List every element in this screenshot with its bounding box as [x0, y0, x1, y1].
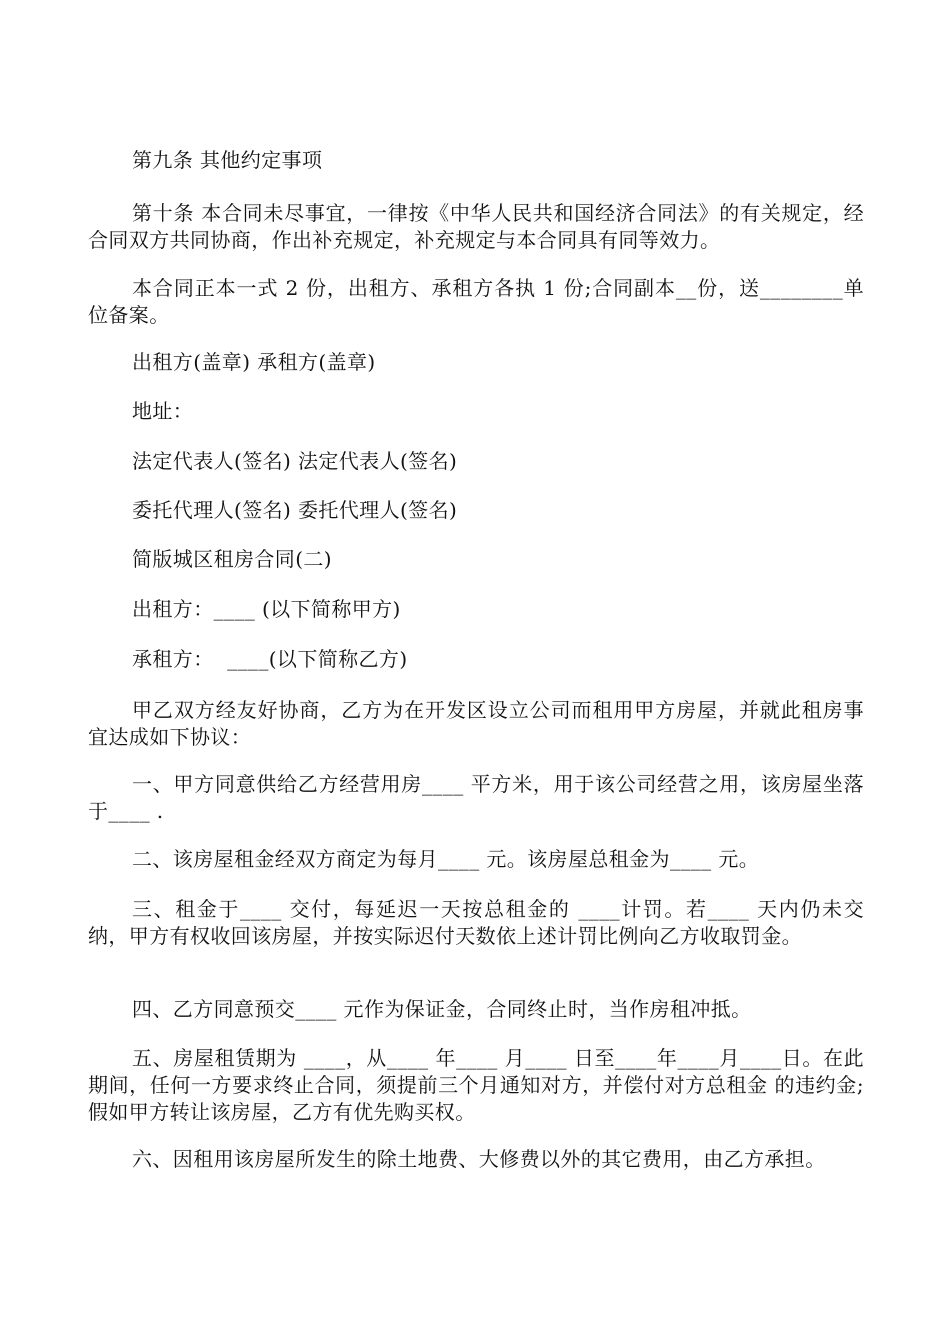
clause-4-paragraph: 四、乙方同意预交____ 元作为保证金，合同终止时，当作房租冲抵。 — [132, 997, 752, 1021]
clause-6-paragraph: 六、因租用该房屋所发生的除土地费、大修费以外的其它费用，由乙方承担。 — [132, 1147, 826, 1171]
contract-title-2: 简版城区租房合同(二) — [132, 547, 333, 571]
agreement-intro-paragraph: 甲乙双方经友好协商，乙方为在开发区设立公司而租用甲方房屋，并就此租房事宜达成如下协议： — [88, 698, 864, 749]
clause-5-paragraph: 五、房屋租赁期为 ____，从____ 年____ 月____ 日至____年____月____日。在此期间，任何一方要求终止合同，须提前三个月通知对方，并偿付对方总租金 的违约金;假如甲方转让该房屋，乙方有优先购买权。 — [88, 1046, 864, 1124]
document-page — [88, 0, 864, 1344]
clause-2-paragraph: 二、该房屋租金经双方商定为每月____ 元。该房屋总租金为____ 元。 — [132, 847, 760, 871]
authorized-agent-line: 委托代理人(签名) 委托代理人(签名) — [132, 498, 458, 522]
legal-representative-line: 法定代表人(签名) 法定代表人(签名) — [132, 449, 458, 473]
article-10-paragraph: 第十条 本合同未尽事宜，一律按《中华人民共和国经济合同法》的有关规定，经合同双方共同协商，作出补充规定，补充规定与本合同具有同等效力。 — [88, 201, 864, 252]
lessor-line: 出租方：____ (以下简称甲方) — [132, 597, 401, 621]
clause-3-paragraph: 三、租金于____ 交付，每延迟一天按总租金的 ____计罚。若____ 天内仍未交纳，甲方有权收回该房屋，并按实际迟付天数依上述计罚比例向乙方收取罚金。 — [88, 897, 864, 948]
seal-line: 出租方(盖章) 承租方(盖章) — [132, 350, 376, 374]
copies-paragraph: 本合同正本一式 2 份，出租方、承租方各执 1 份;合同副本__份，送________单位备案。 — [88, 276, 864, 327]
lessee-line: 承租方： ____(以下简称乙方) — [132, 647, 408, 671]
address-line: 地址： — [132, 399, 194, 423]
clause-1-paragraph: 一、甲方同意供给乙方经营用房____ 平方米，用于该公司经营之用，该房屋坐落于____ . — [88, 772, 864, 823]
article-9-heading: 第九条 其他约定事项 — [132, 148, 323, 172]
